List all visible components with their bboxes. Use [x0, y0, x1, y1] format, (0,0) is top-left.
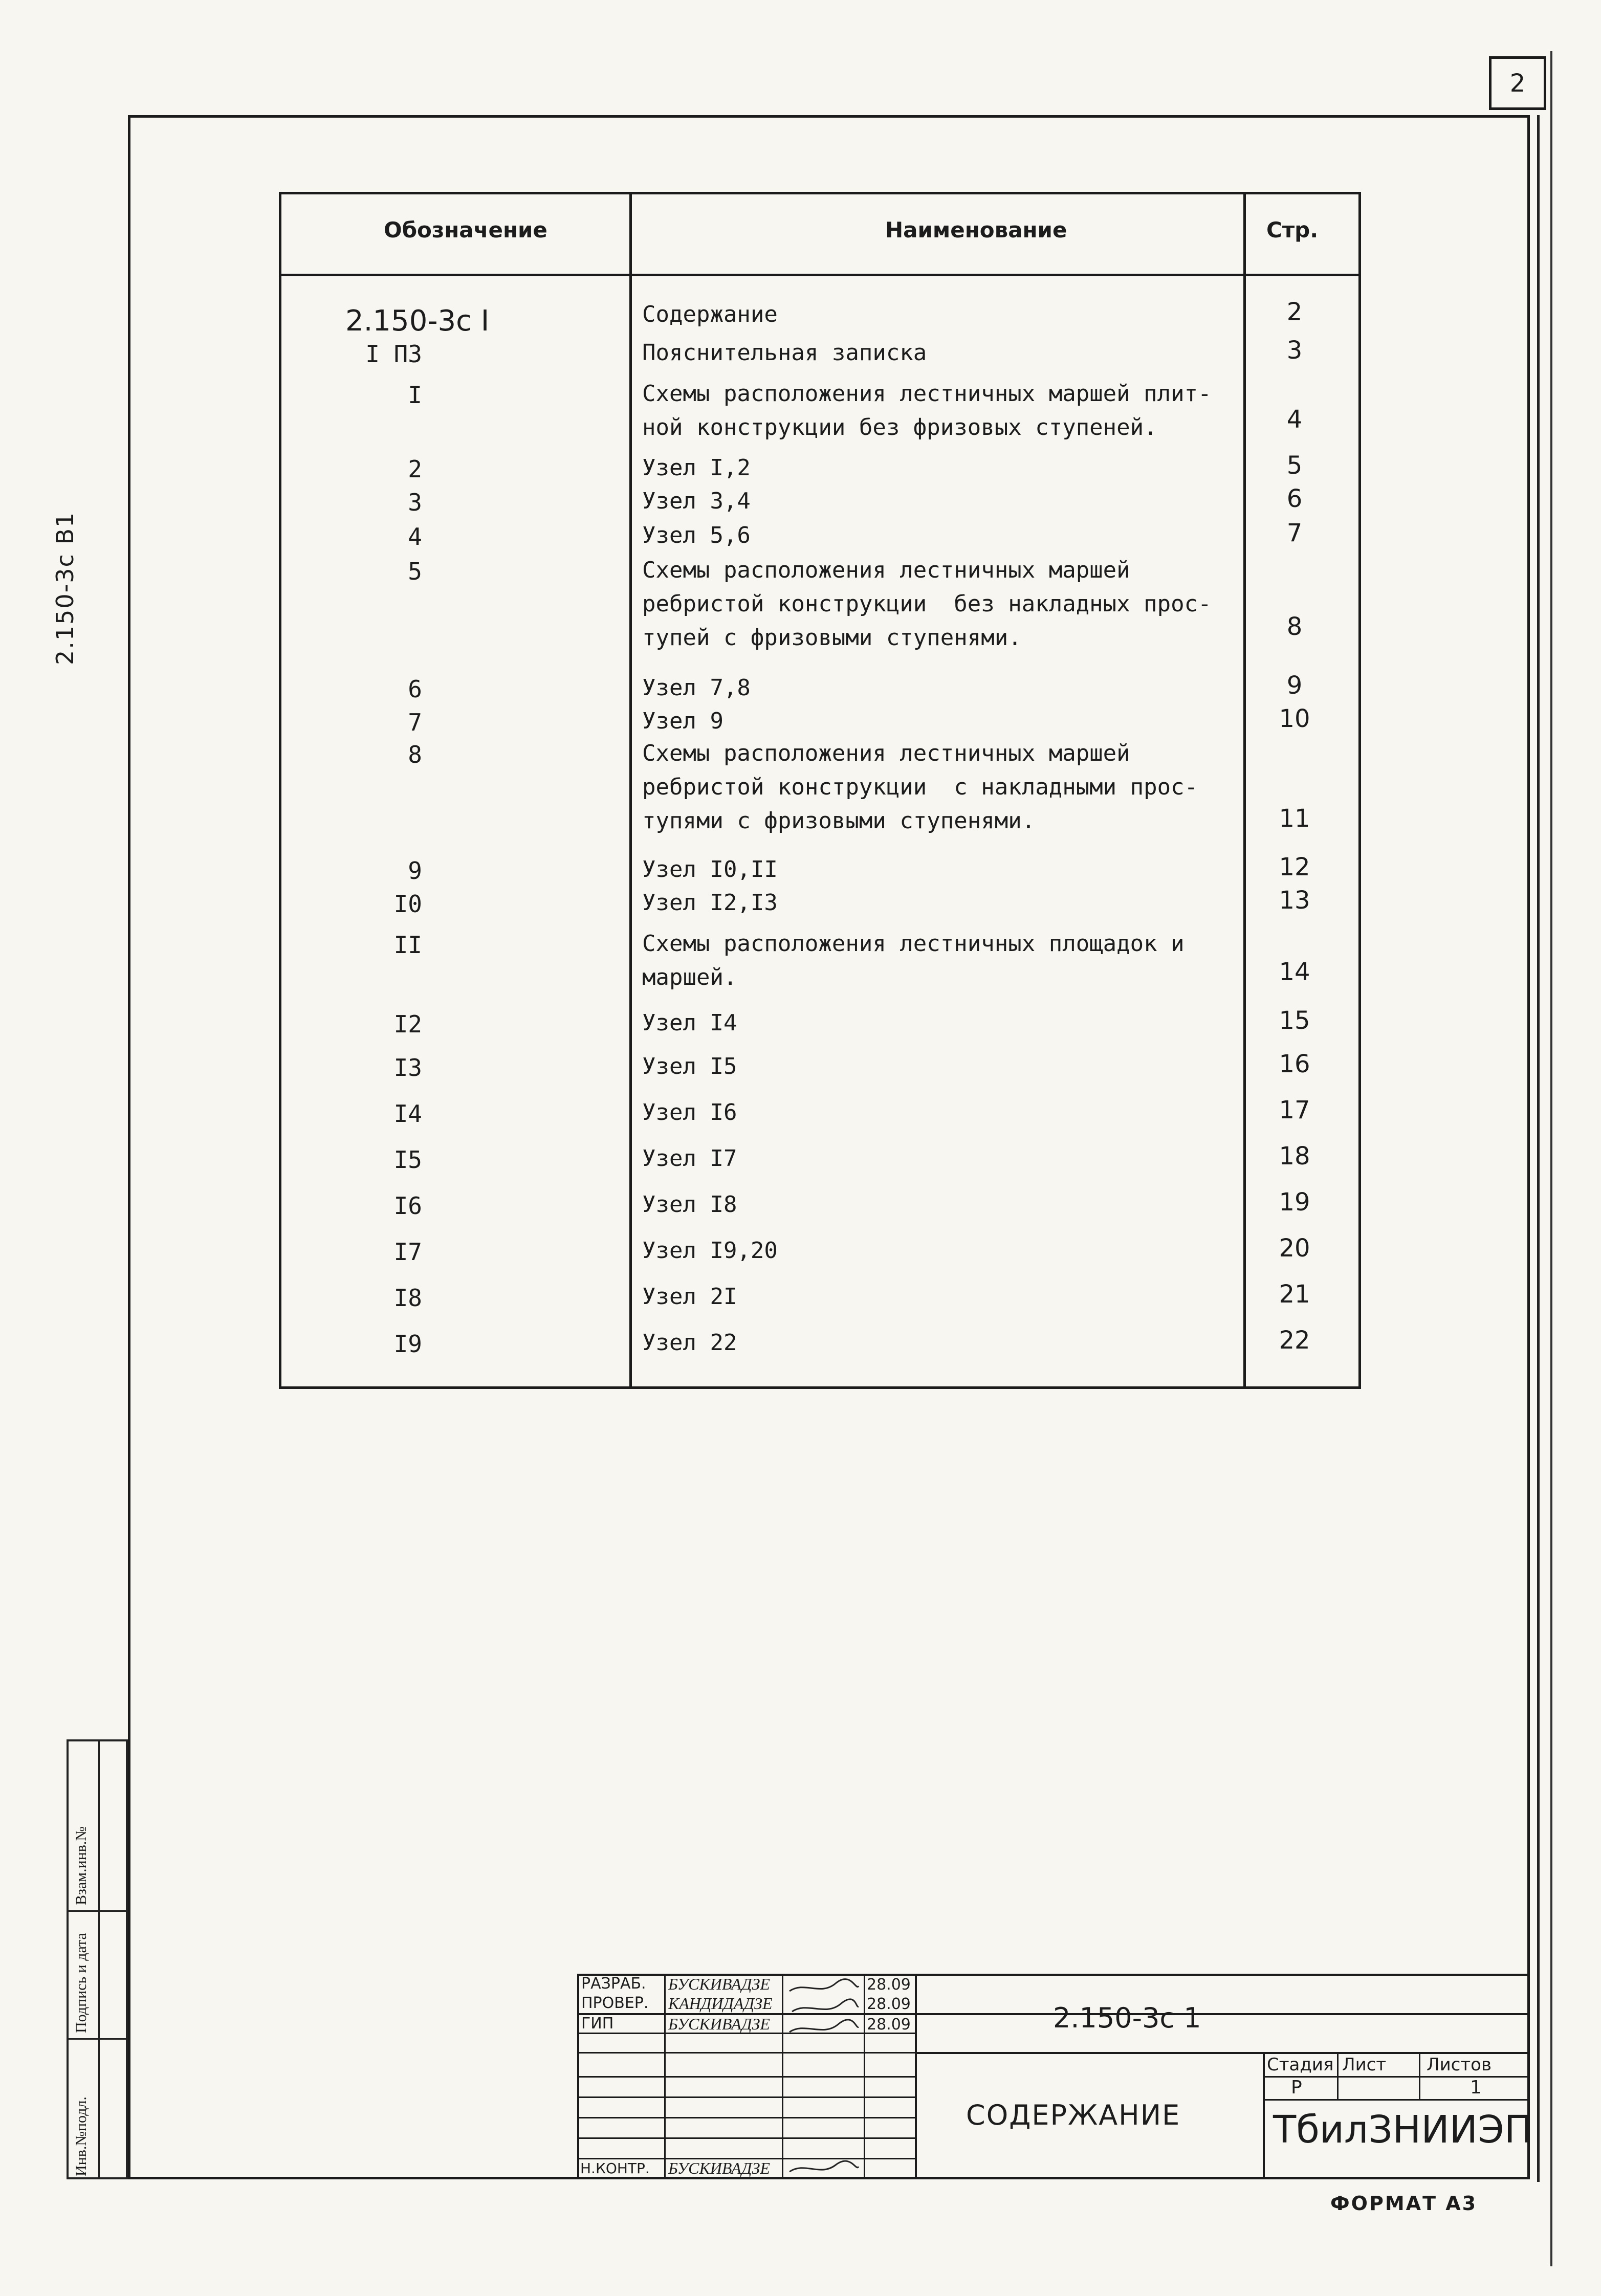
person-chief-engineer: БУСКИВАДЗЕ — [668, 2015, 770, 2033]
row-page: 15 — [1279, 1006, 1310, 1035]
row-name: Узел I2,I3 — [642, 890, 778, 916]
row-page: 9 — [1286, 671, 1303, 700]
row-code: I7 — [393, 1238, 422, 1266]
row-page: 6 — [1286, 484, 1303, 513]
row-name: Схемы расположения лестничных маршей плит- ной конструкции без фризовых ступеней. — [642, 381, 1212, 440]
role-developer: РАЗРАБ. — [581, 1975, 646, 1993]
row-page: 18 — [1279, 1142, 1310, 1171]
block-designation: 2.150-3с 1 — [1053, 2002, 1201, 2034]
row-name: Узел I4 — [642, 1010, 737, 1036]
side-document-code: 2.150-3с В1 — [51, 511, 79, 665]
header-page: Стр. — [1266, 217, 1319, 242]
title-block — [577, 1974, 1533, 2179]
role-checker: ПРОВЕР. — [581, 1994, 649, 2012]
person-norm-control: БУСКИВАДЗЕ — [668, 2159, 770, 2177]
person-developer: БУСКИВАДЗЕ — [668, 1975, 770, 1993]
stamp-label-inv: Инв.№подл. — [73, 2096, 90, 2176]
row-page: 14 — [1279, 958, 1310, 986]
sheets-label: Листов — [1427, 2055, 1492, 2075]
row-name: Узел 9 — [642, 708, 723, 734]
sheet-label: Лист — [1342, 2055, 1387, 2075]
row-code: I8 — [393, 1284, 422, 1312]
row-code: I0 — [393, 890, 422, 918]
row-code: 2 — [408, 455, 422, 483]
block-title: СОДЕРЖАНИЕ — [966, 2099, 1181, 2131]
date-chief-engineer: 28.09 — [867, 2016, 911, 2034]
row-page: 11 — [1279, 804, 1310, 833]
role-chief-engineer: ГИП — [581, 2015, 614, 2033]
row-page: 19 — [1279, 1188, 1310, 1217]
row-name: Узел 7,8 — [642, 675, 751, 701]
row-code: I5 — [393, 1146, 422, 1174]
row-code: I3 — [393, 1054, 422, 1081]
person-checker: КАНДИДАДЗЕ — [668, 1994, 773, 2013]
row-page: 4 — [1286, 405, 1303, 434]
row-code: I9 — [393, 1330, 422, 1358]
row-page: 21 — [1279, 1280, 1310, 1309]
row-code: I2 — [393, 1010, 422, 1038]
row-name: Узел 3,4 — [642, 488, 751, 514]
sheets-value: 1 — [1470, 2077, 1482, 2098]
date-checker: 28.09 — [867, 1995, 911, 2013]
row-code: 6 — [408, 675, 422, 703]
row-code: I4 — [393, 1100, 422, 1128]
row-name: Узел I9,20 — [642, 1238, 778, 1264]
row-name: Узел 2I — [642, 1284, 737, 1310]
row-name: Схемы расположения лестничных маршей ребристой конструкции с накладными прос- тупями с фризовыми ступенями. — [642, 740, 1198, 834]
signature-marks — [784, 1976, 861, 2052]
organization: ТбилЗНИИЭП — [1273, 2108, 1533, 2152]
format-label: ФОРМАТ А3 — [1330, 2192, 1478, 2215]
row-page: 16 — [1279, 1050, 1310, 1078]
row-name: Узел I,2 — [642, 455, 751, 481]
row-name: Узел 22 — [642, 1330, 737, 1356]
row-page: 3 — [1286, 336, 1303, 365]
row-page: 5 — [1286, 451, 1303, 480]
row-name: Схемы расположения лестничных маршей ребристой конструкции без накладных прос- тупей с фризовыми ступенями. — [642, 557, 1212, 651]
row-name: Содержание — [642, 301, 778, 327]
row-page: 8 — [1286, 612, 1303, 641]
row-code: II — [393, 931, 422, 959]
row-page: 7 — [1286, 519, 1303, 547]
row-page: 2 — [1286, 298, 1303, 326]
stage-value: Р — [1291, 2077, 1302, 2098]
row-page: 12 — [1279, 853, 1310, 881]
row-page: 17 — [1279, 1096, 1310, 1124]
document-code: 2.150-3с I — [345, 304, 490, 338]
date-developer: 28.09 — [867, 1976, 911, 1994]
row-name: Узел I8 — [642, 1191, 737, 1218]
frame-edge-line — [1537, 115, 1540, 2182]
header-designation: Обозначение — [384, 217, 547, 242]
row-code: 9 — [408, 857, 422, 885]
row-name: Пояснительная записка — [642, 340, 927, 366]
row-code: 7 — [408, 709, 422, 736]
signature-mark-norm-control — [784, 2159, 861, 2178]
row-page: 20 — [1279, 1234, 1310, 1263]
row-page: 13 — [1279, 886, 1310, 915]
role-norm-control: Н.КОНТР. — [580, 2160, 650, 2177]
row-code: 8 — [408, 741, 422, 768]
row-name: Узел I7 — [642, 1145, 737, 1172]
stage-label: Стадия — [1267, 2055, 1334, 2075]
row-code: I ПЗ — [365, 340, 422, 368]
header-name: Наименование — [885, 217, 1067, 242]
row-name: Узел I5 — [642, 1053, 737, 1079]
side-approval-stamp — [67, 1739, 128, 2179]
stamp-label-replaced: Взам.инв.№ — [73, 1826, 90, 1905]
row-code: 5 — [408, 558, 422, 585]
row-name: Узел I6 — [642, 1099, 737, 1125]
row-page: 22 — [1279, 1326, 1310, 1355]
row-code: 3 — [408, 489, 422, 516]
row-code: 4 — [408, 523, 422, 550]
row-page: 10 — [1279, 704, 1310, 733]
stamp-label-signature: Подпись и дата — [73, 1933, 90, 2033]
frame-edge-line — [1550, 51, 1552, 2266]
row-code: I — [408, 381, 422, 409]
row-code: I6 — [393, 1192, 422, 1220]
row-name: Схемы расположения лестничных площадок и маршей. — [642, 931, 1185, 990]
row-name: Узел I0,II — [642, 856, 778, 882]
page-number: 2 — [1489, 56, 1546, 110]
row-name: Узел 5,6 — [642, 522, 751, 548]
